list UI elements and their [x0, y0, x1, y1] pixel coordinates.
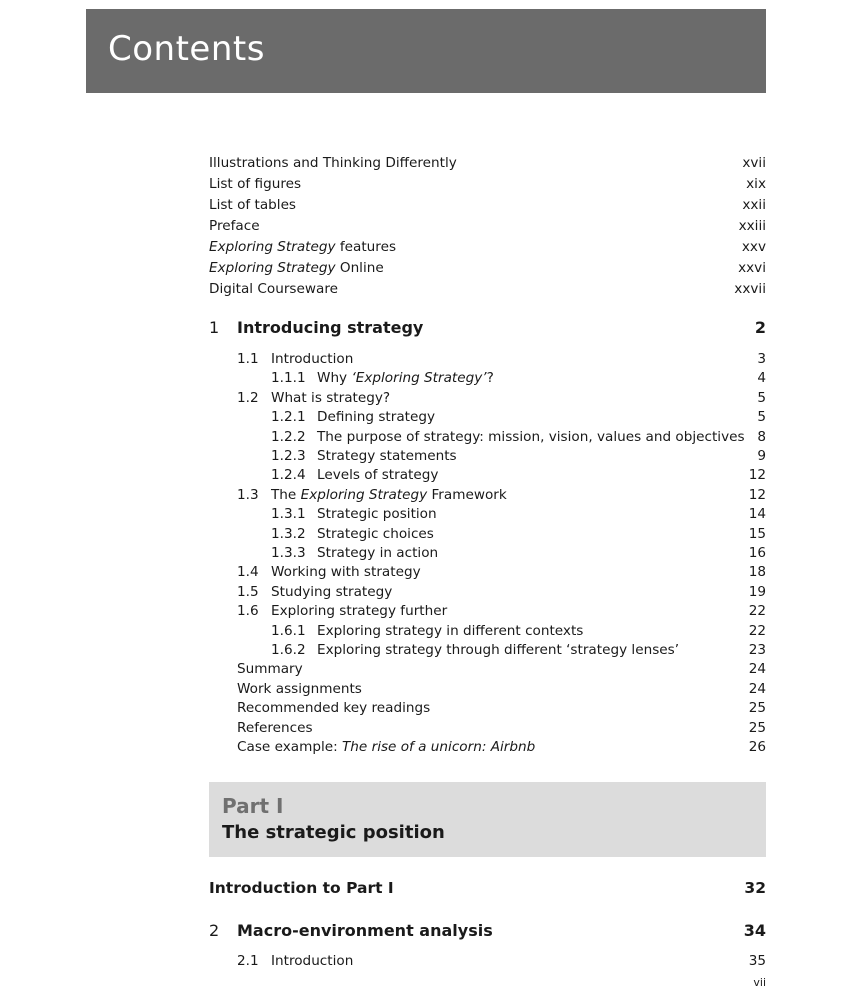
- toc-entry-page: 4: [757, 370, 766, 387]
- toc-entry-label: Strategy statements: [317, 448, 457, 464]
- toc-entry-label-group: [271, 369, 494, 387]
- toc-entry-page: 16: [748, 545, 766, 561]
- toc-entry-label: Exploring Strategy features: [209, 239, 397, 255]
- toc-entry-backmatter[interactable]: [237, 699, 766, 717]
- toc-entry-page: xxvii: [734, 281, 766, 297]
- toc-entry-backmatter[interactable]: [237, 738, 766, 756]
- toc-entry-number: 1.2.4: [271, 467, 306, 484]
- toc-entry-number: 1.3.2: [271, 525, 306, 542]
- toc-entry-page: 5: [757, 389, 766, 406]
- toc-entry-1-6-2[interactable]: [271, 641, 766, 659]
- toc-entry-front-matter[interactable]: [209, 196, 766, 214]
- toc-entry-number: 1.6.2: [271, 642, 306, 658]
- toc-entry-1-5[interactable]: [237, 583, 766, 601]
- toc-entry-label: Macro-environment analysis: [237, 921, 493, 940]
- toc-entry-page: 9: [757, 448, 766, 464]
- toc-entry-number: 2: [209, 921, 220, 940]
- toc-entry-label: Defining strategy: [317, 409, 436, 426]
- part-label: Part I: [222, 794, 284, 818]
- page-title: Contents: [108, 29, 265, 69]
- toc-entry-label: Summary: [237, 661, 303, 678]
- toc-entry-label: Strategy in action: [317, 545, 439, 561]
- toc-entry-label: Why ‘Exploring Strategy’?: [317, 370, 494, 387]
- toc-entry-1-1[interactable]: [237, 350, 766, 368]
- toc-entry-intro-part[interactable]: [209, 879, 766, 897]
- toc-entry-page: 19: [748, 583, 766, 600]
- toc-entry-label-group: [209, 238, 396, 256]
- toc-entry-page: xxvi: [738, 260, 766, 276]
- toc-entry-number: 1.1: [237, 351, 259, 367]
- toc-entry-number: 1.3.3: [271, 545, 306, 561]
- toc-entry-1-2-4[interactable]: [271, 466, 766, 484]
- toc-entry-front-matter[interactable]: [209, 280, 766, 298]
- toc-entry-1-3-3[interactable]: [271, 544, 766, 562]
- toc-entry-page: 3: [757, 351, 766, 367]
- toc-entry-2-1[interactable]: [237, 952, 766, 970]
- toc-entry-label-group: [271, 544, 438, 562]
- toc-entry-label-group: [237, 602, 447, 620]
- toc-entry-label-group: [271, 408, 435, 426]
- toc-entry-label: Studying strategy: [271, 583, 393, 600]
- toc-entry-page: xix: [746, 176, 766, 192]
- toc-entry-number: 1.5: [237, 583, 259, 600]
- toc-entry-label-group: [237, 699, 430, 717]
- toc-entry-1-1-1[interactable]: [271, 369, 766, 387]
- toc-entry-front-matter[interactable]: [209, 238, 766, 256]
- toc-entry-1-2-3[interactable]: [271, 447, 766, 465]
- toc-entry-label: Strategic position: [317, 506, 437, 523]
- toc-entry-page: 14: [748, 506, 766, 523]
- toc-entry-page: 22: [748, 622, 766, 639]
- toc-entry-1-3-2[interactable]: [271, 525, 766, 543]
- toc-entry-number: 2.1: [237, 953, 259, 969]
- toc-entry-label-group: [209, 319, 423, 337]
- toc-entry-number: 1.2.1: [271, 409, 306, 426]
- toc-entry-1-4[interactable]: [237, 563, 766, 581]
- toc-chapter-1[interactable]: [209, 319, 766, 337]
- toc-entry-1-2-2[interactable]: [271, 428, 766, 446]
- toc-entry-label: References: [237, 719, 313, 736]
- toc-entry-label: Strategic choices: [317, 525, 434, 542]
- toc-entry-label-group: [209, 196, 296, 214]
- part-title: The strategic position: [222, 822, 445, 843]
- toc-entry-label-group: [271, 447, 457, 465]
- toc-entry-page: 2: [754, 318, 766, 337]
- toc-entry-page: xvii: [742, 155, 766, 171]
- toc-entry-label-group: [237, 680, 362, 698]
- toc-entry-label: Work assignments: [237, 680, 362, 697]
- toc-entry-front-matter[interactable]: [209, 175, 766, 193]
- toc-entry-label-group: [271, 641, 679, 659]
- part-header: [209, 782, 766, 857]
- toc-entry-label: Introduction: [271, 953, 354, 969]
- toc-entry-label-group: [271, 622, 583, 640]
- toc-entry-page: xxiii: [738, 218, 766, 234]
- toc-entry-page: 24: [748, 661, 766, 678]
- toc-entry-page: 22: [748, 603, 766, 620]
- toc-entry-label: List of figures: [209, 176, 302, 192]
- toc-entry-label-group: [209, 259, 384, 277]
- toc-entry-label-group: [237, 738, 535, 756]
- toc-entry-label: Case example: The rise of a unicorn: Airbnb: [237, 739, 536, 755]
- toc-entry-page: 23: [748, 642, 766, 658]
- toc-entry-label: Levels of strategy: [317, 467, 439, 484]
- toc-entry-label-group: [271, 466, 438, 484]
- toc-entry-page: 12: [748, 486, 766, 503]
- toc-entry-label: Introducing strategy: [237, 318, 424, 337]
- toc-entry-label: Introduction: [271, 351, 354, 367]
- toc-entry-page: 25: [748, 700, 766, 717]
- toc-entry-label: List of tables: [209, 197, 297, 213]
- toc-entry-number: 1: [209, 318, 220, 337]
- toc-entry-page: 35: [748, 953, 766, 969]
- toc-entry-label-group: [209, 922, 493, 940]
- toc-entry-page: xxii: [742, 197, 766, 213]
- toc-entry-label: Exploring strategy in different contexts: [317, 622, 584, 639]
- toc-entry-number: 1.6.1: [271, 622, 306, 639]
- toc-entry-label: What is strategy?: [271, 389, 391, 406]
- toc-chapter-2[interactable]: [209, 922, 766, 940]
- toc-entry-number: 1.3: [237, 486, 259, 503]
- toc-entry-label-group: [237, 563, 421, 581]
- toc-entry-label-group: [237, 486, 507, 504]
- toc-entry-backmatter[interactable]: [237, 660, 766, 678]
- toc-entry-label-group: [237, 952, 353, 970]
- toc-entry-backmatter[interactable]: [237, 680, 766, 698]
- toc-entry-label: Exploring strategy through different ‘strategy lenses’: [317, 642, 680, 658]
- toc-entry-page: 26: [748, 739, 766, 755]
- toc-entry-label: Exploring Strategy Online: [209, 260, 384, 276]
- toc-entry-label: The purpose of strategy: mission, vision, values and objectives: [317, 428, 745, 445]
- toc-entry-label-group: [271, 505, 437, 523]
- toc-entry-label: Digital Courseware: [209, 281, 338, 297]
- toc-entry-page: 15: [748, 525, 766, 542]
- toc-entry-label: Illustrations and Thinking Differently: [209, 155, 457, 171]
- toc-entry-page: 18: [748, 564, 766, 581]
- toc-entry-1-6[interactable]: [237, 602, 766, 620]
- toc-entry-label-group: [237, 583, 392, 601]
- toc-entry-number: 1.6: [237, 603, 259, 620]
- toc-entry-1-6-1[interactable]: [271, 622, 766, 640]
- toc-entry-page: 32: [744, 879, 766, 897]
- toc-entry-label-group: [209, 175, 301, 193]
- toc-entry-number: 1.3.1: [271, 506, 306, 523]
- toc-entry-page: 25: [748, 719, 766, 736]
- toc-entry-page: 34: [743, 921, 766, 940]
- toc-entry-label-group: [209, 280, 338, 298]
- toc-entry-label-group: [209, 217, 260, 235]
- toc-entry-page: 5: [757, 409, 766, 426]
- toc-entry-label-group: [237, 350, 353, 368]
- toc-entry-front-matter[interactable]: [209, 259, 766, 277]
- toc-entry-label: Working with strategy: [271, 564, 421, 581]
- toc-entry-page: xxv: [741, 239, 766, 255]
- toc-entry-label-group: [271, 525, 434, 543]
- toc-entry-1-3-1[interactable]: [271, 505, 766, 523]
- toc-entry-front-matter[interactable]: [209, 154, 766, 172]
- toc-entry-front-matter[interactable]: [209, 217, 766, 235]
- toc-entry-label-group: [209, 154, 457, 172]
- toc-entry-number: 1.2.3: [271, 448, 306, 464]
- toc-entry-number: 1.2.2: [271, 428, 306, 445]
- toc-entry-backmatter[interactable]: [237, 719, 766, 737]
- toc-entry-label-group: [271, 428, 745, 446]
- toc-entry-1-2[interactable]: [237, 389, 766, 407]
- toc-entry-label: The Exploring Strategy Framework: [271, 486, 507, 503]
- contents-banner: [86, 9, 766, 93]
- toc-entry-label-group: [237, 389, 390, 407]
- toc-entry-label-group: [237, 719, 313, 737]
- toc-entry-1-2-1[interactable]: [271, 408, 766, 426]
- toc-entry-label: Introduction to Part I: [209, 879, 394, 897]
- toc-entry-label: Recommended key readings: [237, 700, 431, 717]
- toc-entry-page: 24: [748, 680, 766, 697]
- toc-entry-page: 8: [757, 428, 766, 445]
- toc-entry-page: 12: [748, 467, 766, 484]
- page-folio: vii: [753, 976, 766, 989]
- toc-entry-label-group: [237, 660, 303, 678]
- toc-entry-number: 1.1.1: [271, 370, 306, 387]
- toc-entry-number: 1.2: [237, 389, 259, 406]
- toc-entry-label: Preface: [209, 218, 260, 234]
- toc-entry-1-3[interactable]: [237, 486, 766, 504]
- toc-entry-number: 1.4: [237, 564, 259, 581]
- toc-entry-label: Exploring strategy further: [271, 603, 448, 620]
